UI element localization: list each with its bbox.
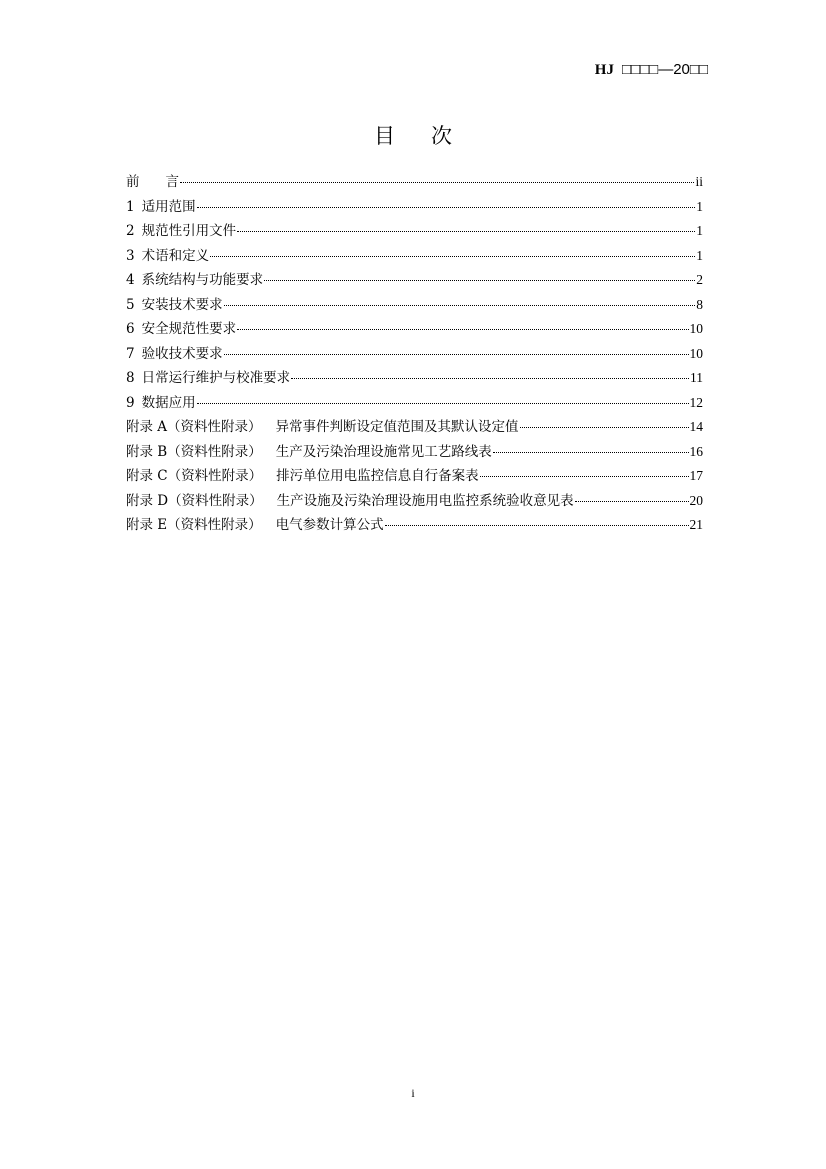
standard-header	[595, 60, 708, 79]
page-number: i	[411, 1086, 415, 1100]
toc-page-number: 10	[689, 345, 703, 361]
standard-prefix: HJ	[594, 62, 614, 78]
toc-page-number: 1	[696, 247, 703, 263]
toc-label: 验收技术要求	[141, 345, 223, 362]
toc-chapter-number: 3	[126, 247, 135, 264]
toc-chapter-number: 2	[126, 223, 135, 239]
toc-leader-dots	[180, 172, 694, 183]
toc-appendix-prefix: 附录 E（资料性附录）	[126, 517, 262, 533]
toc-entry-appendix-d[interactable]	[126, 489, 703, 514]
toc-leader-dots	[224, 344, 689, 355]
toc-label: 异常事件判断设定值范围及其默认设定值	[275, 419, 519, 435]
toc-leader-dots	[197, 197, 696, 208]
toc-entry-chapter-7[interactable]	[126, 342, 703, 367]
toc-entry-chapter-1[interactable]	[126, 195, 703, 220]
toc-page-number: 21	[689, 517, 703, 532]
toc-leader-dots	[210, 246, 695, 257]
toc-chapter-number: 7	[126, 345, 135, 362]
toc-entry-chapter-9[interactable]	[126, 391, 703, 416]
toc-page-number: 8	[696, 296, 703, 312]
toc-entry-chapter-5[interactable]	[126, 293, 703, 318]
toc-appendix-prefix: 附录 C（资料性附录）	[126, 468, 263, 484]
toc-entry-chapter-4[interactable]	[126, 268, 703, 293]
standard-code: □□□□—20□□	[621, 61, 708, 78]
toc-page-number: 2	[696, 272, 703, 287]
toc-chapter-number: 4	[126, 272, 135, 288]
toc-page-number: 1	[696, 198, 703, 214]
toc-label-preface-b: 言	[165, 174, 179, 190]
toc-label: 规范性引用文件	[141, 223, 237, 239]
toc-page-number: 10	[689, 321, 703, 336]
toc-leader-dots	[224, 295, 696, 306]
toc-chapter-number: 9	[126, 394, 135, 411]
toc-appendix-prefix: 附录 D（资料性附录）	[126, 492, 263, 509]
toc-chapter-number: 1	[126, 198, 135, 215]
toc-page-number: 16	[689, 443, 703, 459]
toc-page-number: ii	[695, 174, 703, 189]
toc-label: 术语和定义	[141, 247, 210, 264]
toc-chapter-number: 5	[126, 296, 135, 313]
toc-label: 日常运行维护与校准要求	[141, 370, 291, 386]
toc-leader-dots	[575, 491, 689, 502]
toc-appendix-prefix: 附录 A（资料性附录）	[126, 419, 262, 435]
toc-leader-dots	[480, 466, 689, 477]
toc-label: 排污单位用电监控信息自行备案表	[276, 468, 479, 484]
toc-appendix-prefix: 附录 B（资料性附录）	[126, 443, 262, 460]
toc-leader-dots	[237, 221, 695, 232]
toc-entry-appendix-a[interactable]	[126, 415, 703, 440]
toc-label: 安装技术要求	[141, 296, 223, 313]
toc-page-number: 12	[689, 394, 703, 410]
toc-label: 生产及污染治理设施常见工艺路线表	[275, 443, 492, 460]
toc-label: 数据应用	[141, 394, 196, 411]
toc-label: 安全规范性要求	[141, 321, 237, 337]
table-of-contents	[126, 170, 703, 538]
toc-entry-appendix-b[interactable]	[126, 440, 703, 465]
toc-entry-preface[interactable]	[126, 170, 703, 195]
toc-entry-chapter-8[interactable]	[126, 366, 703, 391]
toc-page-number: 11	[690, 370, 703, 385]
toc-page-number: 1	[696, 223, 703, 238]
toc-label: 电气参数计算公式	[275, 517, 384, 533]
toc-leader-dots	[520, 417, 689, 428]
toc-entry-chapter-2[interactable]	[126, 219, 703, 244]
toc-leader-dots	[385, 515, 689, 526]
toc-entry-chapter-3[interactable]	[126, 244, 703, 269]
toc-page-number: 20	[689, 492, 703, 508]
toc-chapter-number: 8	[126, 370, 135, 386]
toc-page-number: 17	[689, 468, 703, 483]
toc-leader-dots	[493, 442, 689, 453]
page-title: 目次	[374, 124, 488, 148]
toc-leader-dots	[264, 270, 695, 281]
toc-label-preface-a: 前	[126, 174, 166, 190]
toc-entry-appendix-e[interactable]	[126, 513, 703, 538]
toc-label: 生产设施及污染治理设施用电监控系统验收意见表	[276, 492, 574, 509]
toc-label: 适用范围	[141, 198, 196, 215]
toc-entry-chapter-6[interactable]	[126, 317, 703, 342]
toc-leader-dots	[197, 393, 689, 404]
toc-chapter-number: 6	[126, 321, 135, 337]
toc-label: 系统结构与功能要求	[141, 272, 264, 288]
toc-leader-dots	[291, 368, 689, 379]
toc-page-number: 14	[689, 419, 703, 434]
toc-leader-dots	[237, 319, 688, 330]
toc-entry-appendix-c[interactable]	[126, 464, 703, 489]
